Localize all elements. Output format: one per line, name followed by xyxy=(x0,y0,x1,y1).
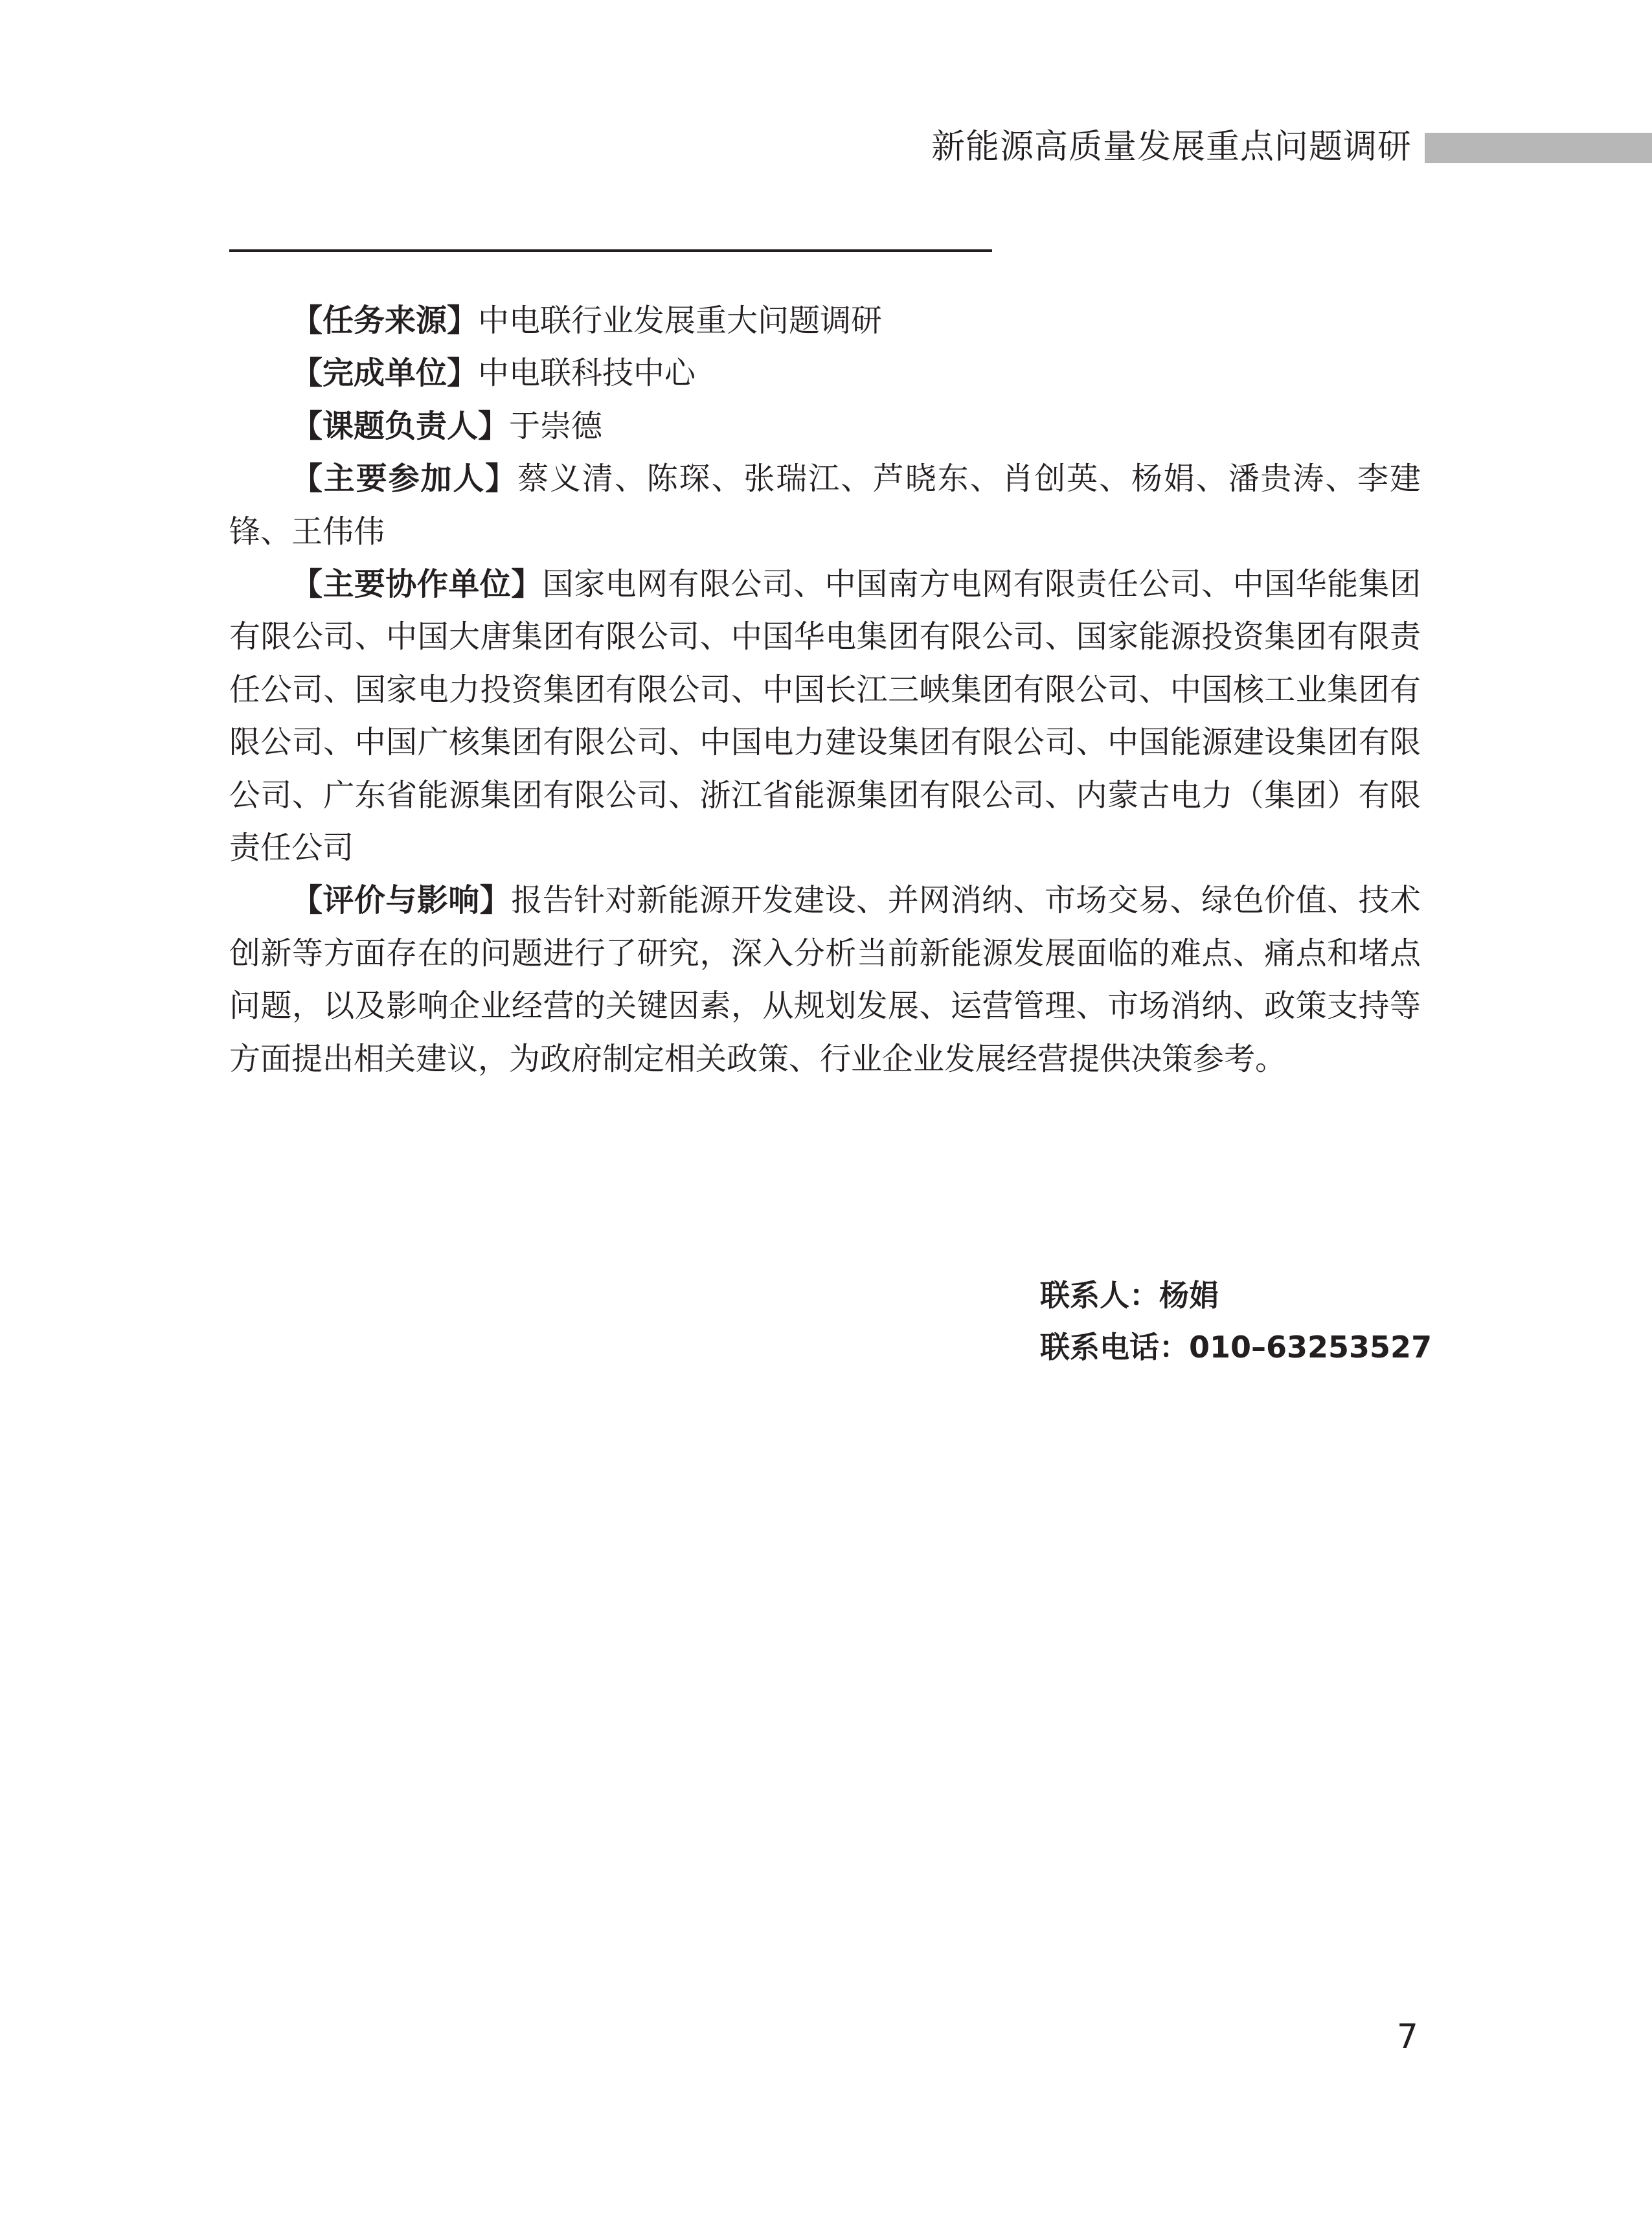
section-task-source xyxy=(229,295,1421,347)
section-cooperating-units xyxy=(229,558,1421,874)
section-text: 中电联行业发展重大问题调研 xyxy=(478,302,883,339)
section-text: 蔡义清、陈琛、张瑞江、芦晓东、肖创英、杨娟、潘贵涛、李建锋、王伟伟 xyxy=(229,460,1421,550)
section-project-leader xyxy=(229,400,1421,453)
section-label: 【完成单位】 xyxy=(291,355,479,392)
section-label: 【课题负责人】 xyxy=(291,407,510,444)
section-evaluation-impact xyxy=(229,874,1421,1085)
running-header-title: 新能源高质量发展重点问题调研 xyxy=(931,128,1412,166)
section-text: 报告针对新能源开发建设、并网消纳、市场交易、绿色价值、技术创新等方面存在的问题进行了研究，深入分析当前新能源发展面临的难点、痛点和堵点问题，以及影响企业经营的关键因素，从规划发展、运营管理、市场消纳、政策支持等方面提出相关建议，为政府制定相关政策、行业企业发展经营提供决策参考。 xyxy=(229,882,1421,1077)
header-divider-rule xyxy=(229,249,992,252)
section-text: 中电联科技中心 xyxy=(478,355,696,392)
contact-person: 联系人：杨娟 xyxy=(1040,1278,1219,1313)
section-text: 国家电网有限公司、中国南方电网有限责任公司、中国华能集团有限公司、中国大唐集团有限公司、中国华电集团有限公司、国家能源投资集团有限责任公司、国家电力投资集团有限公司、中国长江三峡集团有限公司、中国核工业集团有限公司、中国广核集团有限公司、中国电力建设集团有限公司、中国能源建设集团有限公司、广东省能源集团有限公司、浙江省能源集团有限公司、内蒙古电力（集团）有限责任公司 xyxy=(229,566,1421,867)
page-number: 7 xyxy=(1396,2017,1418,2056)
report-info-body xyxy=(229,295,1421,1085)
contact-block xyxy=(1040,1269,1432,1373)
section-label: 【主要参加人】 xyxy=(291,460,518,497)
section-label: 【评价与影响】 xyxy=(291,882,512,919)
section-label: 【任务来源】 xyxy=(291,302,479,339)
contact-phone: 联系电话：010–63253527 xyxy=(1040,1330,1432,1365)
section-completing-unit xyxy=(229,347,1421,400)
header-accent-bar xyxy=(1425,133,1652,163)
section-label: 【主要协作单位】 xyxy=(291,566,543,603)
section-text: 于崇德 xyxy=(509,407,603,444)
section-main-participants xyxy=(229,453,1421,558)
